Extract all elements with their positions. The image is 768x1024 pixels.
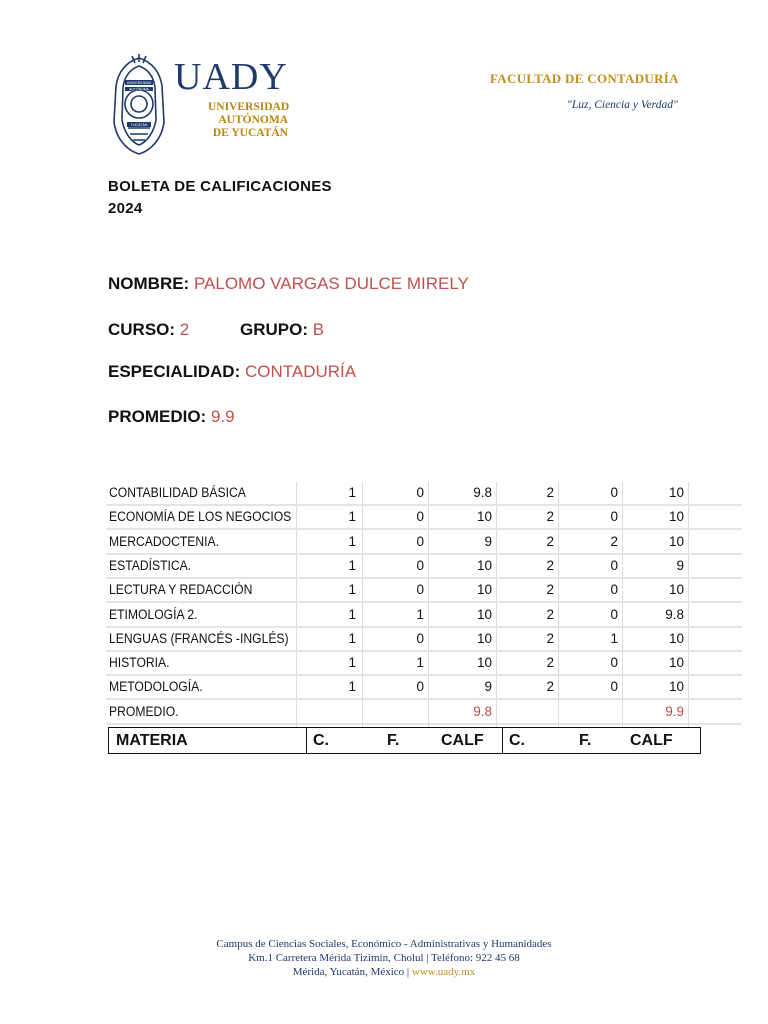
calf2-cell: 10	[668, 509, 684, 525]
calf1-cell: 10	[476, 509, 492, 525]
col-calf1: CALF	[441, 732, 484, 749]
nombre-label: NOMBRE:	[108, 274, 190, 293]
promedio-row	[108, 407, 235, 427]
promedio-value: 9.9	[210, 407, 235, 426]
curso-label: CURSO:	[108, 320, 176, 339]
f2-cell: 0	[610, 606, 618, 622]
table-row	[106, 506, 742, 530]
footer-line-3	[0, 965, 768, 979]
calf2-cell: 10	[668, 533, 684, 549]
calf1-cell: 10	[476, 630, 492, 646]
footer-website-link[interactable]: www.uady.mx	[411, 966, 476, 978]
table-row	[106, 531, 742, 555]
c2-cell: 2	[546, 485, 554, 500]
calf2-cell: 10	[668, 582, 684, 598]
materia-cell: ECONOMÍA DE LOS NEGOCIOS	[109, 509, 292, 525]
c2-cell: 2	[546, 582, 554, 598]
table-row	[106, 604, 742, 628]
f2-cell: 0	[610, 679, 618, 695]
calf1-cell: 10	[476, 606, 492, 622]
c2-cell: 2	[546, 509, 554, 525]
c1-cell: 1	[348, 557, 356, 573]
table-row	[106, 628, 742, 652]
c2-cell: 2	[546, 655, 554, 671]
c1-cell: 1	[348, 606, 356, 622]
f1-cell: 0	[416, 582, 424, 598]
c2-cell: 2	[546, 606, 554, 622]
col-f2: F.	[579, 732, 592, 749]
f2-cell: 0	[610, 582, 618, 598]
brand-sub-line-1: UNIVERSIDAD	[208, 101, 290, 113]
calf1-cell: 9	[484, 679, 492, 695]
f1-cell: 0	[416, 679, 424, 695]
especialidad-value: CONTADURÍA	[244, 362, 357, 381]
calf2-cell: 10	[668, 679, 684, 695]
c2-cell: 2	[546, 557, 554, 573]
table-row	[106, 579, 742, 603]
f1-cell: 1	[416, 655, 424, 671]
calf1-cell: 10	[476, 557, 492, 573]
column-header-table	[108, 727, 701, 754]
c1-cell: 1	[348, 582, 356, 598]
document-title: BOLETA DE CALIFICACIONES	[108, 178, 332, 195]
f1-cell: 0	[416, 533, 424, 549]
f1-cell: 1	[416, 606, 424, 622]
calf2-cell: 10	[668, 485, 684, 500]
materia-cell: METODOLOGÍA.	[109, 679, 203, 695]
calf1-cell: 10	[476, 582, 492, 598]
materia-cell: LECTURA Y REDACCIÓN	[109, 582, 253, 598]
c2-cell: 2	[546, 533, 554, 549]
col-materia: MATERIA	[116, 732, 188, 749]
col-calf2: CALF	[630, 732, 673, 749]
row-separator	[106, 723, 742, 725]
calf1-cell: 9.8	[473, 485, 492, 500]
f2-cell: 0	[610, 655, 618, 671]
calf1-cell: 9.8	[473, 703, 492, 719]
col-f1: F.	[387, 732, 400, 749]
grupo-value: B	[312, 320, 325, 339]
motto: "Luz, Ciencia y Verdad"	[567, 99, 678, 111]
calf2-cell: 10	[668, 630, 684, 646]
footer-line-1: Campus de Ciencias Sociales, Económico - Administrativas y Humanidades	[216, 938, 552, 950]
materia-cell: MERCADOCTENIA.	[109, 533, 220, 549]
document-year: 2024	[108, 200, 143, 217]
seal-line-1: UNIVERSIDAD	[126, 81, 152, 85]
table-row	[106, 482, 742, 506]
calf1-cell: 10	[476, 655, 492, 671]
f2-cell: 0	[610, 509, 618, 525]
f1-cell: 0	[416, 509, 424, 525]
calf2-cell: 9.9	[665, 703, 684, 719]
c2-cell: 2	[546, 630, 554, 646]
seal-line-3: YUCATÁN	[130, 123, 148, 127]
grupo-row	[240, 320, 324, 340]
promedio-table-row	[106, 701, 742, 725]
seal-line-2: AUTÓNOMA	[129, 87, 149, 92]
c1-cell: 1	[348, 630, 356, 646]
curso-row	[108, 320, 189, 340]
brand-sub-line-3: DE YUCATÁN	[212, 127, 288, 139]
table-row	[106, 555, 742, 579]
col-c2: C.	[509, 732, 525, 749]
col-c1: C.	[313, 732, 329, 749]
curso-value: 2	[179, 320, 190, 339]
footer-line-2: Km.1 Carretera Mérida Tizimín, Cholul | Teléfono: 922 45 68	[248, 952, 520, 964]
f1-cell: 0	[416, 630, 424, 646]
f1-cell: 0	[416, 485, 424, 500]
nombre-value: PALOMO VARGAS DULCE MIRELY	[193, 274, 469, 293]
grupo-label: GRUPO:	[240, 320, 308, 339]
calf1-cell: 9	[484, 533, 492, 549]
university-seal-icon	[108, 52, 170, 158]
f1-cell: 0	[416, 557, 424, 573]
c1-cell: 1	[348, 509, 356, 525]
brand-name: UADY	[174, 56, 288, 98]
c1-cell: 1	[348, 485, 356, 500]
f2-cell: 0	[610, 557, 618, 573]
c1-cell: 1	[348, 533, 356, 549]
table-row	[106, 676, 742, 700]
f2-cell: 2	[610, 533, 618, 549]
c1-cell: 1	[348, 655, 356, 671]
calf2-cell: 9.8	[665, 606, 684, 622]
footer	[0, 937, 768, 979]
materia-cell: LENGUAS (FRANCÉS -INGLÉS)	[109, 630, 289, 646]
brand-sub-line-2: AUTÓNOMA	[218, 114, 288, 126]
faculty-name: FACULTAD DE CONTADURÍA	[490, 71, 679, 86]
materia-cell: ESTADÍSTICA.	[109, 557, 192, 573]
calf2-cell: 10	[668, 655, 684, 671]
c2-cell: 2	[546, 679, 554, 695]
materia-cell: ETIMOLOGÍA 2.	[109, 606, 198, 622]
grades-table	[106, 482, 742, 728]
f2-cell: 1	[610, 630, 618, 646]
brand-subtitle	[208, 101, 288, 140]
f2-cell: 0	[610, 485, 618, 500]
table-row	[106, 652, 742, 676]
footer-address: Mérida, Yucatán, México |	[292, 966, 410, 978]
student-name-row	[108, 274, 469, 294]
c1-cell: 1	[348, 679, 356, 695]
especialidad-label: ESPECIALIDAD:	[108, 362, 241, 381]
promedio-label: PROMEDIO:	[108, 407, 207, 426]
materia-cell: CONTABILIDAD BÁSICA	[109, 485, 246, 500]
materia-cell: HISTORIA.	[109, 655, 170, 671]
especialidad-row	[108, 362, 356, 382]
materia-cell: PROMEDIO.	[109, 703, 179, 719]
calf2-cell: 9	[676, 557, 684, 573]
